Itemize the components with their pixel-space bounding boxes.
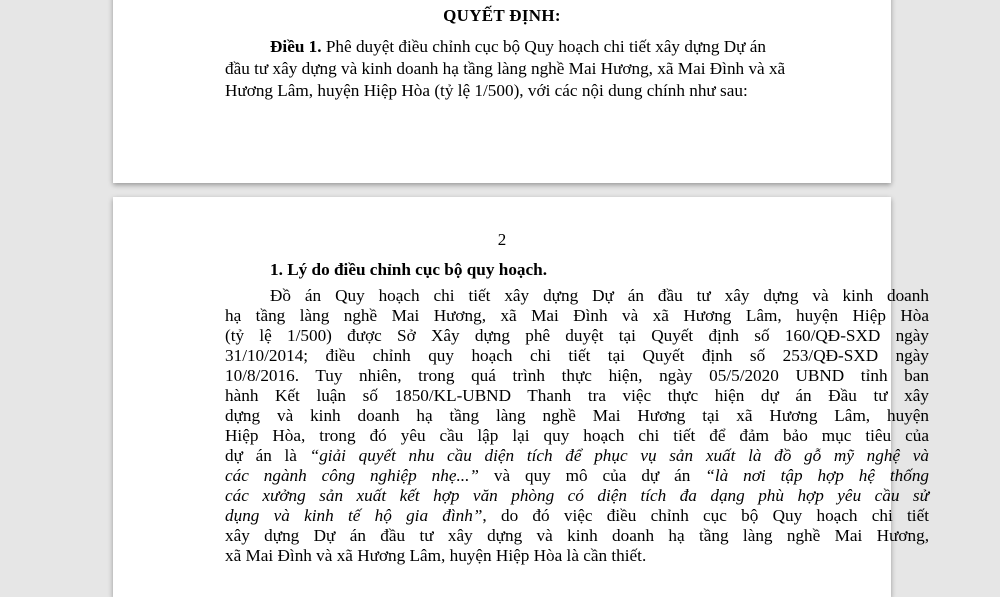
decision-heading: QUYẾT ĐỊNH: [443, 6, 561, 25]
body-line-12 [225, 506, 929, 526]
body-line-3: (tỷ lệ 1/500) được Sở Xây dựng phê duyệt tại Quyết định số 160/QĐ-SXD ngày [225, 326, 929, 345]
body-line-10-plain: và quy mô của dự án [478, 466, 706, 485]
document-page-2 [113, 197, 930, 597]
section-title: 1. Lý do điều chỉnh cục bộ quy hoạch. [270, 260, 547, 279]
body-line-1: Đồ án Quy hoạch chi tiết xây dựng Dự án đầu tư xây dựng và kinh doanh [270, 286, 929, 305]
article-text: Phê duyệt điều chỉnh cục bộ Quy hoạch chi tiết xây dựng Dự án [321, 37, 766, 56]
body-line-5: 10/8/2016. Tuy nhiên, trong quá trình thực hiện, ngày 05/5/2020 UBND tỉnh ban [225, 366, 929, 385]
body-line-9-quote: “giải quyết nhu cầu diện tích để phục vụ sản xuất là đồ gỗ mỹ nghệ và [309, 446, 930, 465]
body-line-10-quote-b: “là nơi tập hợp hệ thống [705, 466, 930, 485]
body-line-7: dựng và kinh doanh hạ tầng làng nghề Mai Hương tại xã Hương Lâm, huyện [225, 406, 929, 425]
body-line-2: hạ tầng làng nghề Mai Hương, xã Mai Đình và xã Hương Lâm, huyện Hiệp Hòa [225, 306, 929, 325]
document-page-1 [113, 0, 891, 183]
body-line-6: hành Kết luận số 1850/KL-UBND Thanh tra việc thực hiện dự án Đầu tư xây [225, 386, 929, 405]
article-1-line-3: Hương Lâm, huyện Hiệp Hòa (tỷ lệ 1/500), với các nội dung chính như sau: [225, 81, 748, 100]
body-line-13: xây dựng Dự án đầu tư xây dựng và kinh doanh hạ tầng làng nghề Mai Hương, [225, 526, 929, 545]
article-1-line-2: đầu tư xây dựng và kinh doanh hạ tầng làng nghề Mai Hương, xã Mai Đình và xã [225, 59, 786, 78]
body-line-14: xã Mai Đình và xã Hương Lâm, huyện Hiệp Hòa là cần thiết. [225, 546, 647, 565]
page-number: 2 [497, 230, 507, 249]
article-1-line-1 [270, 37, 766, 57]
body-line-11: các xưởng sản xuất kết hợp văn phòng có diện tích đa dạng phù hợp yêu cầu sử [225, 486, 929, 505]
body-line-10 [225, 466, 929, 486]
body-line-12-plain: , do đó việc điều chỉnh cục bộ Quy hoạch chi tiết [482, 506, 929, 525]
body-line-8: Hiệp Hòa, trong đó yêu cầu lập lại quy hoạch chi tiết để đảm bảo mục tiêu của [225, 426, 929, 445]
body-line-9 [225, 446, 929, 466]
body-line-9-plain: dự án là [225, 446, 310, 465]
body-line-10-quote-a: các ngành công nghiệp nhẹ...” [225, 466, 479, 485]
body-line-12-quote: dụng và kinh tế hộ gia đình” [225, 506, 483, 525]
body-line-4: 31/10/2014; điều chỉnh quy hoạch chi tiết tại Quyết định số 253/QĐ-SXD ngày [225, 346, 929, 365]
article-label: Điều 1. [270, 37, 322, 56]
